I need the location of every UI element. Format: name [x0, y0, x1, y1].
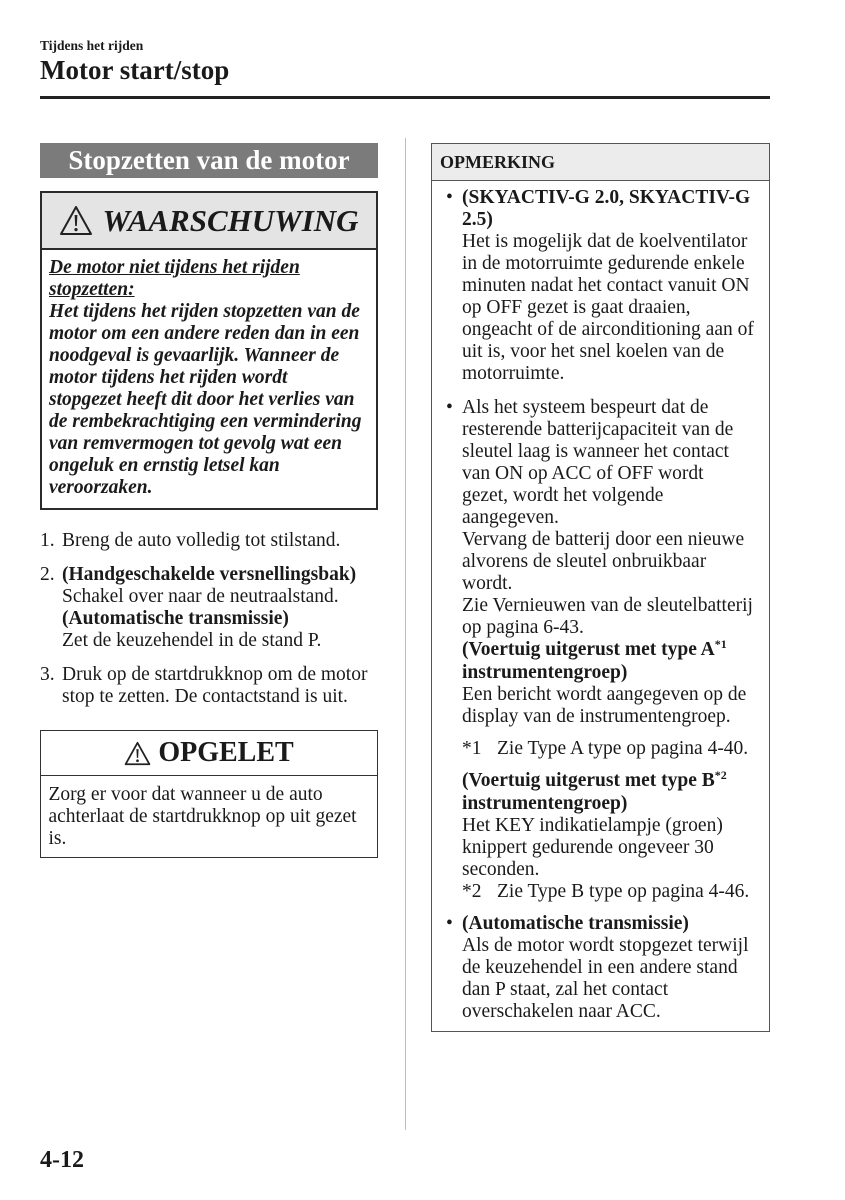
warning-heading-line: stopzetten: — [49, 279, 135, 300]
type-b-heading-cont: instrumentengroep) — [462, 793, 628, 814]
warning-body-line: motor om een andere reden dan in een — [49, 323, 360, 344]
step-text — [62, 530, 340, 552]
note-title: OPMERKING — [432, 144, 769, 181]
page-title: Motor start/stop — [40, 55, 230, 85]
page-number: 4-12 — [40, 1147, 84, 1173]
warning-body-line: noodgeval is gevaarlijk. Wanneer de — [49, 345, 340, 366]
step-subheading: (Handgeschakelde versnellingsbak) — [62, 564, 357, 585]
step-number: 1. — [40, 530, 55, 551]
step-line: stop te zetten. De contactstand is uit. — [62, 686, 348, 707]
note-line: de keuzehendel in een andere stand — [462, 957, 738, 978]
warning-triangle-icon — [59, 205, 93, 236]
note-line: sleutel laag is wanneer het contact — [462, 441, 729, 462]
warning-box — [40, 191, 378, 510]
footnote-reference: *2 — [714, 768, 727, 782]
note-line: Als de motor wordt stopgezet terwijl — [462, 935, 749, 956]
note-line: motorruimte. — [462, 363, 565, 384]
note-line: in de motorruimte gedurende enkele — [462, 253, 745, 274]
note-line: van ON op ACC of OFF wordt — [462, 463, 704, 484]
note-line: dan P staat, zal het contact — [462, 979, 669, 1000]
note-line: Als het systeem bespeurt dat de — [462, 397, 709, 418]
step-subheading: (Automatische transmissie) — [62, 608, 289, 629]
warning-body-line: motor tijdens het rijden wordt — [49, 367, 288, 388]
warning-triangle-icon — [124, 741, 151, 766]
step-number: 2. — [40, 564, 55, 585]
note-line: op pagina 6-43. — [462, 617, 584, 638]
running-header-section: Tijdens het rijden — [40, 38, 144, 53]
caution-body-line: is. — [48, 827, 67, 849]
step-line: Schakel over naar de neutraalstand. — [62, 586, 339, 607]
bullet: • — [446, 397, 453, 418]
warning-body-line: ongeluk en ernstig letsel kan — [49, 455, 280, 476]
warning-body-line: stopgezet heeft dit door het verlies van — [49, 389, 355, 410]
type-b-heading-text: (Voertuig uitgerust met type B — [462, 770, 715, 791]
note-item — [432, 913, 769, 1023]
step-line: Breng de auto volledig tot stilstand. — [62, 530, 341, 551]
step-text — [62, 664, 367, 708]
caution-body-line: Zorg er voor dat wanneer u de auto — [48, 783, 323, 805]
note-line: Vervang de batterij door een nieuwe — [462, 529, 745, 550]
footnote — [462, 738, 769, 760]
type-a-heading-cont: instrumentengroep) — [462, 662, 628, 683]
note-line: overschakelen naar ACC. — [462, 1001, 661, 1022]
warning-heading-line: De motor niet tijdens het rijden — [49, 257, 300, 278]
step-line: Druk op de startdrukknop om de motor — [62, 664, 368, 685]
type-a-heading — [462, 639, 769, 662]
bullet: • — [446, 187, 453, 208]
note-line: minuten nadat het contact vanuit ON — [462, 275, 750, 296]
header-rule — [40, 96, 770, 99]
caution-body — [49, 784, 357, 850]
note-item-heading: (Automatische transmissie) — [462, 913, 689, 934]
note-line: alvorens de sleutel onbruikbaar — [462, 551, 707, 572]
note-line: knippert gedurende ongeveer 30 — [462, 837, 714, 858]
step-line: Zet de keuzehendel in de stand P. — [62, 630, 322, 651]
note-line: wordt. — [462, 573, 513, 594]
section-heading: Stopzetten van de motor — [40, 143, 378, 178]
footnote-mark: *2 — [462, 881, 482, 902]
type-a-heading-text: (Voertuig uitgerust met type A — [462, 639, 715, 660]
note-box — [431, 143, 770, 1032]
note-line: Het is mogelijk dat de koelventilator — [462, 231, 748, 252]
step-text — [62, 564, 356, 652]
column-divider — [405, 138, 406, 1130]
footnote-text: Zie Type B type op pagina 4-46. — [497, 881, 750, 902]
warning-body-line: Het tijdens het rijden stopzetten van de — [49, 301, 360, 322]
note-line: aangegeven. — [462, 507, 559, 528]
step-3 — [40, 664, 367, 708]
note-line: resterende batterijcapaciteit van de — [462, 419, 734, 440]
note-line: seconden. — [462, 859, 540, 880]
footnote — [462, 881, 769, 903]
bullet: • — [446, 913, 453, 934]
footnote-text: Zie Type A type op pagina 4-40. — [497, 738, 749, 759]
caution-box — [40, 730, 378, 858]
note-line: op OFF gezet is gaat draaien, — [462, 297, 691, 318]
note-item-heading: (SKYACTIV-G 2.0, SKYACTIV-G — [462, 187, 751, 208]
note-item-text — [462, 913, 769, 1023]
warning-title: WAARSCHUWING — [102, 202, 359, 238]
note-line: display van de instrumentengroep. — [462, 706, 731, 727]
footnote-mark: *1 — [462, 738, 482, 759]
caution-body-line: achterlaat de startdrukknop op uit gezet — [48, 805, 357, 827]
warning-header — [42, 193, 376, 250]
warning-body-line: de rembekrachtiging een vermindering — [49, 411, 362, 432]
warning-body-line: van remvermogen tot gevolg wat een — [49, 433, 342, 454]
note-line: gezet, wordt het volgende — [462, 485, 664, 506]
step-number: 3. — [40, 664, 55, 685]
note-line: ongeacht of de airconditioning aan of — [462, 319, 754, 340]
warning-body-line: veroorzaken. — [49, 477, 153, 498]
warning-body — [49, 257, 362, 499]
note-item-heading: 2.5) — [462, 209, 493, 230]
step-1 — [40, 530, 340, 552]
note-line: Het KEY indikatielampje (groen) — [462, 815, 723, 836]
caution-header — [41, 731, 377, 776]
type-b-heading — [462, 770, 769, 793]
caution-title: OPGELET — [158, 737, 294, 768]
step-2 — [40, 564, 356, 652]
footnote-reference: *1 — [714, 637, 727, 651]
note-item — [432, 397, 769, 903]
note-line: Een bericht wordt aangegeven op de — [462, 684, 747, 705]
note-line: uit is, voor het snel koelen van de — [462, 341, 725, 362]
note-item-text — [462, 397, 769, 903]
note-line: Zie Vernieuwen van de sleutelbatterij — [462, 595, 753, 616]
note-item-text — [462, 187, 769, 385]
note-item — [432, 187, 769, 385]
